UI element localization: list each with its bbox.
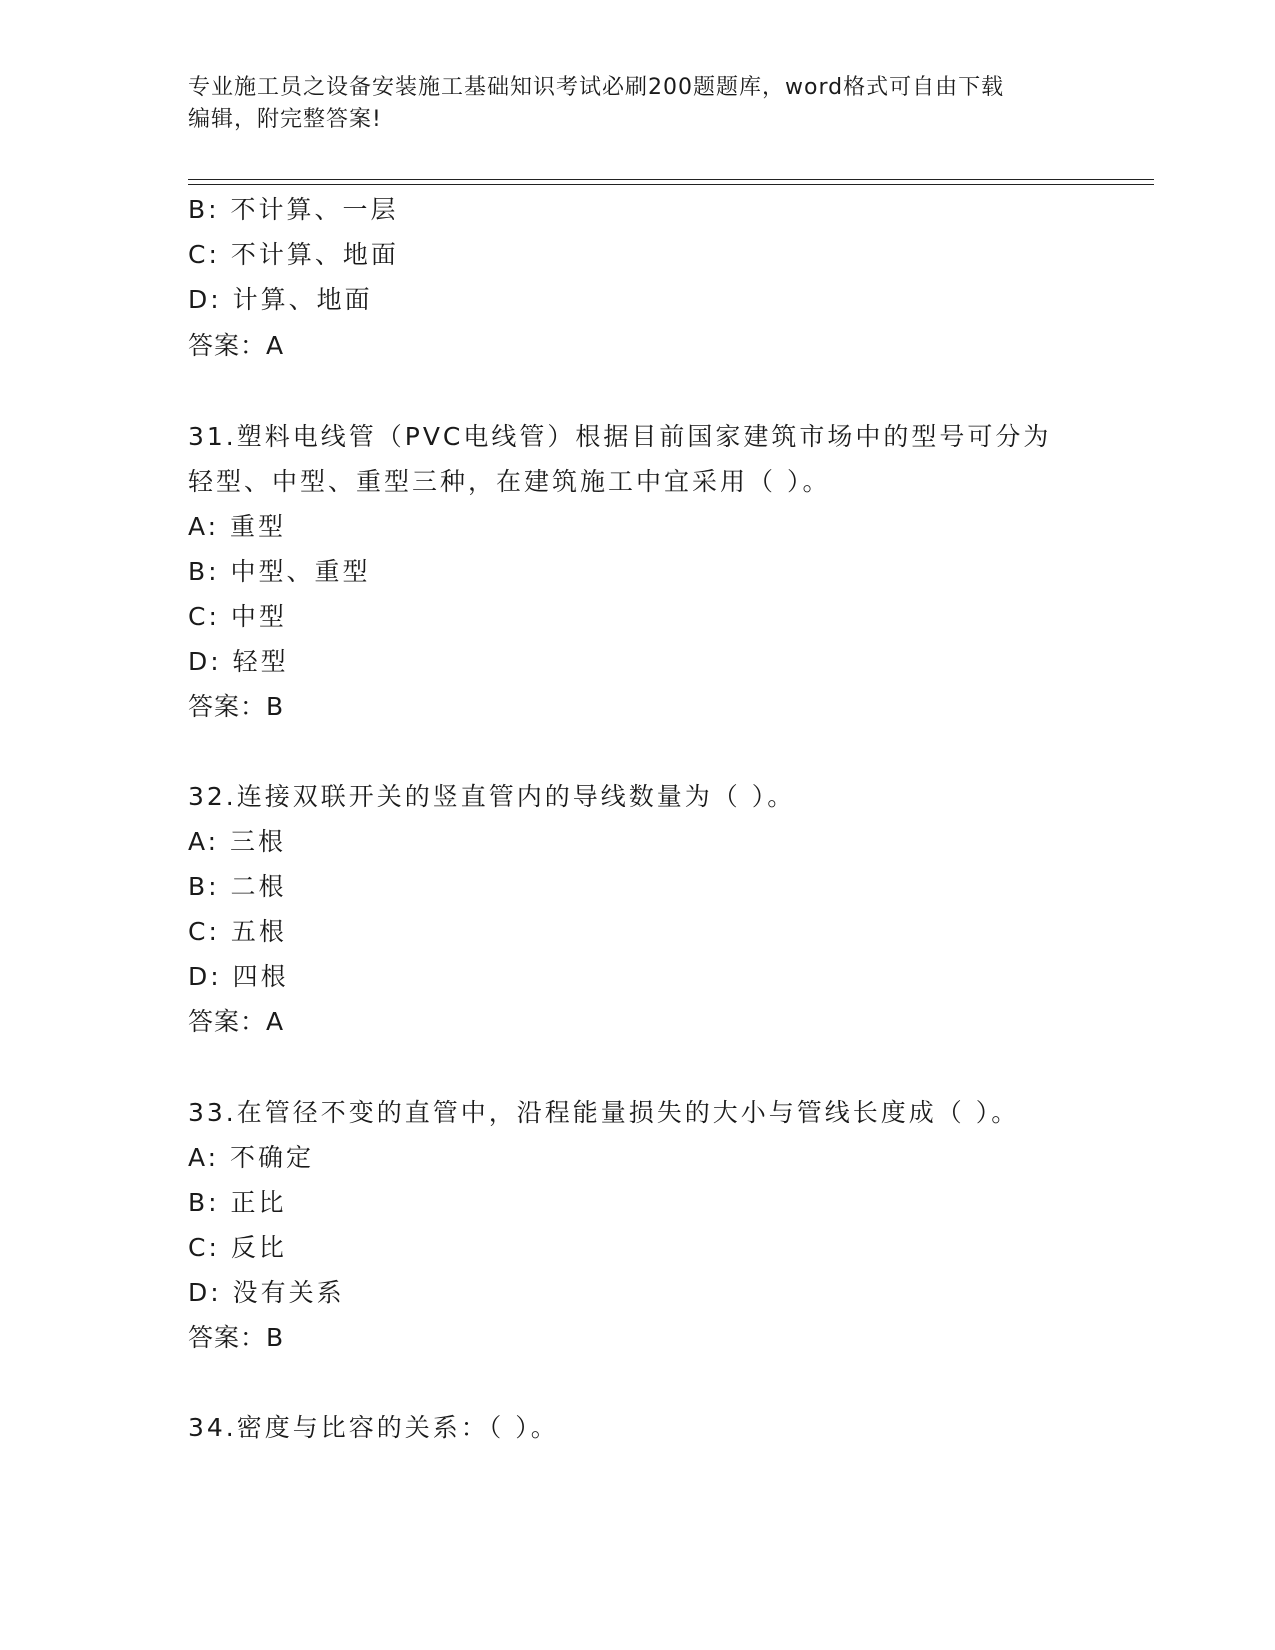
option-line: B: 不计算、一层: [188, 195, 399, 224]
option-line: D: 计算、地面: [188, 285, 373, 314]
header-divider-bottom: [188, 184, 1154, 185]
answer-line: 答案：A: [188, 331, 285, 360]
option-line: B: 中型、重型: [188, 557, 371, 586]
question-stem: 轻型、中型、重型三种，在建筑施工中宜采用（ ）。: [188, 467, 831, 496]
document-header: [188, 72, 1088, 136]
option-line: A: 三根: [188, 827, 287, 856]
option-line: C: 五根: [188, 917, 287, 946]
option-line: C: 不计算、地面: [188, 240, 399, 269]
header-line-2: 编辑，附完整答案!: [188, 107, 382, 132]
option-line: B: 二根: [188, 872, 287, 901]
question-stem: 34.密度与比容的关系：（ ）。: [188, 1413, 559, 1442]
option-line: A: 不确定: [188, 1143, 315, 1172]
option-line: D: 轻型: [188, 647, 289, 676]
question-stem: 33.在管径不变的直管中，沿程能量损失的大小与管线长度成（ ）。: [188, 1098, 1020, 1127]
answer-line: 答案：B: [188, 1323, 285, 1352]
question-stem: 32.连接双联开关的竖直管内的导线数量为（ ）。: [188, 782, 796, 811]
question-stem: 31.塑料电线管（PVC电线管）根据目前国家建筑市场中的型号可分为: [188, 422, 1052, 451]
option-line: C: 中型: [188, 602, 287, 631]
answer-line: 答案：A: [188, 1007, 285, 1036]
option-line: B: 正比: [188, 1188, 287, 1217]
option-line: A: 重型: [188, 512, 287, 541]
header-divider-top: [188, 179, 1154, 180]
option-line: D: 没有关系: [188, 1278, 345, 1307]
option-line: C: 反比: [188, 1233, 287, 1262]
header-line-1: 专业施工员之设备安装施工基础知识考试必刷200题题库，word格式可自由下载: [188, 75, 1005, 100]
answer-line: 答案：B: [188, 692, 285, 721]
option-line: D: 四根: [188, 962, 289, 991]
